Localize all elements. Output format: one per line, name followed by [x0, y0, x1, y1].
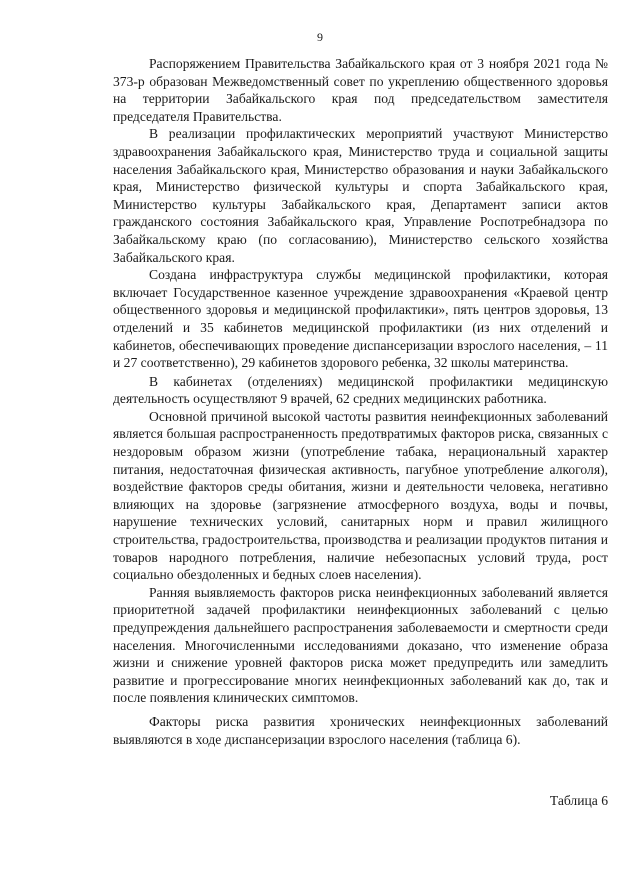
- paragraph-participating-ministries: В реализации профилактических мероприятий участвуют Министерство здравоохранения Забайкальского края, Министерство труда и социальной защиты населения Забайкальского края, Министерство образования и науки Забайкальского края, Министерство физической культуры и спорта Забайкальского края, Министерство культуры Забайкальского края, Департамент записи актов гражданского состояния Забайкальского края, Управление Роспотребнадзора по Забайкальскому краю (по согласованию), Министерство сельского хозяйства Забайкальского края.: [113, 126, 608, 265]
- paragraph-early-detection: Ранняя выявляемость факторов риска неинфекционных заболеваний является приоритетной задачей профилактики неинфекционных заболеваний с целью предупреждения дальнейшего распространения заболеваемости и смертности среди населения. Многочисленными исследованиями доказано, что изменение образа жизни и снижение уровней факторов риска может предупредить или замедлить развитие и прогрессирование многих неинфекционных заболеваний как до, так и после появления клинических симптомов.: [113, 584, 608, 706]
- paragraph-staff: В кабинетах (отделениях) медицинской профилактики медицинскую деятельность осуществляют 9 врачей, 62 средних медицинских работника.: [113, 373, 608, 407]
- document-body: [113, 55, 608, 748]
- page-number: 9: [317, 30, 323, 44]
- paragraph-prevention-infrastructure: Создана инфраструктура службы медицинской профилактики, которая включает Государственное казенное учреждение здравоохранения «Краевой центр общественного здоровья и медицинской профилактики», пять центров здоровья, 13 отделений и 35 кабинетов медицинской профилактики (из них отделений и кабинетов, обеспечивающих проведение диспансеризации взрослого населения, – 11 и 27 соответственно), 29 кабинетов здорового ребенка, 32 школы материнства.: [113, 267, 608, 371]
- table-caption: Таблица 6: [549, 793, 608, 808]
- paragraph-interdepartmental-council: Распоряжением Правительства Забайкальского края от 3 ноября 2021 года № 373-р образован Межведомственный совет по укреплению общественного здоровья на территории Забайкальского края под председательством заместителя председателя Правительства.: [113, 56, 608, 124]
- paragraph-dispensary-reference: Факторы риска развития хронических неинфекционных заболеваний выявляются в ходе диспансеризации взрослого населения (таблица 6).: [113, 713, 608, 747]
- paragraph-risk-factors: Основной причиной высокой частоты развития неинфекционных заболеваний является большая распространенность предотвратимых факторов риска, связанных с нездоровым образом жизни (употребление табака, нерациональный характер питания, недостаточная физическая активность, пагубное употребление алкоголя), воздействие факторов среды обитания, жизни и деятельности человека, негативно влияющих на здоровье (загрязнение атмосферного воздуха, воды и почвы, нарушение технических условий, санитарных норм и правил жилищного строительства, градостроительства, производства и реализации продуктов питания и товаров народного потребления, наличие небезопасных условий труда, рост социально обездоленных и бедных слоев населения).: [113, 408, 608, 583]
